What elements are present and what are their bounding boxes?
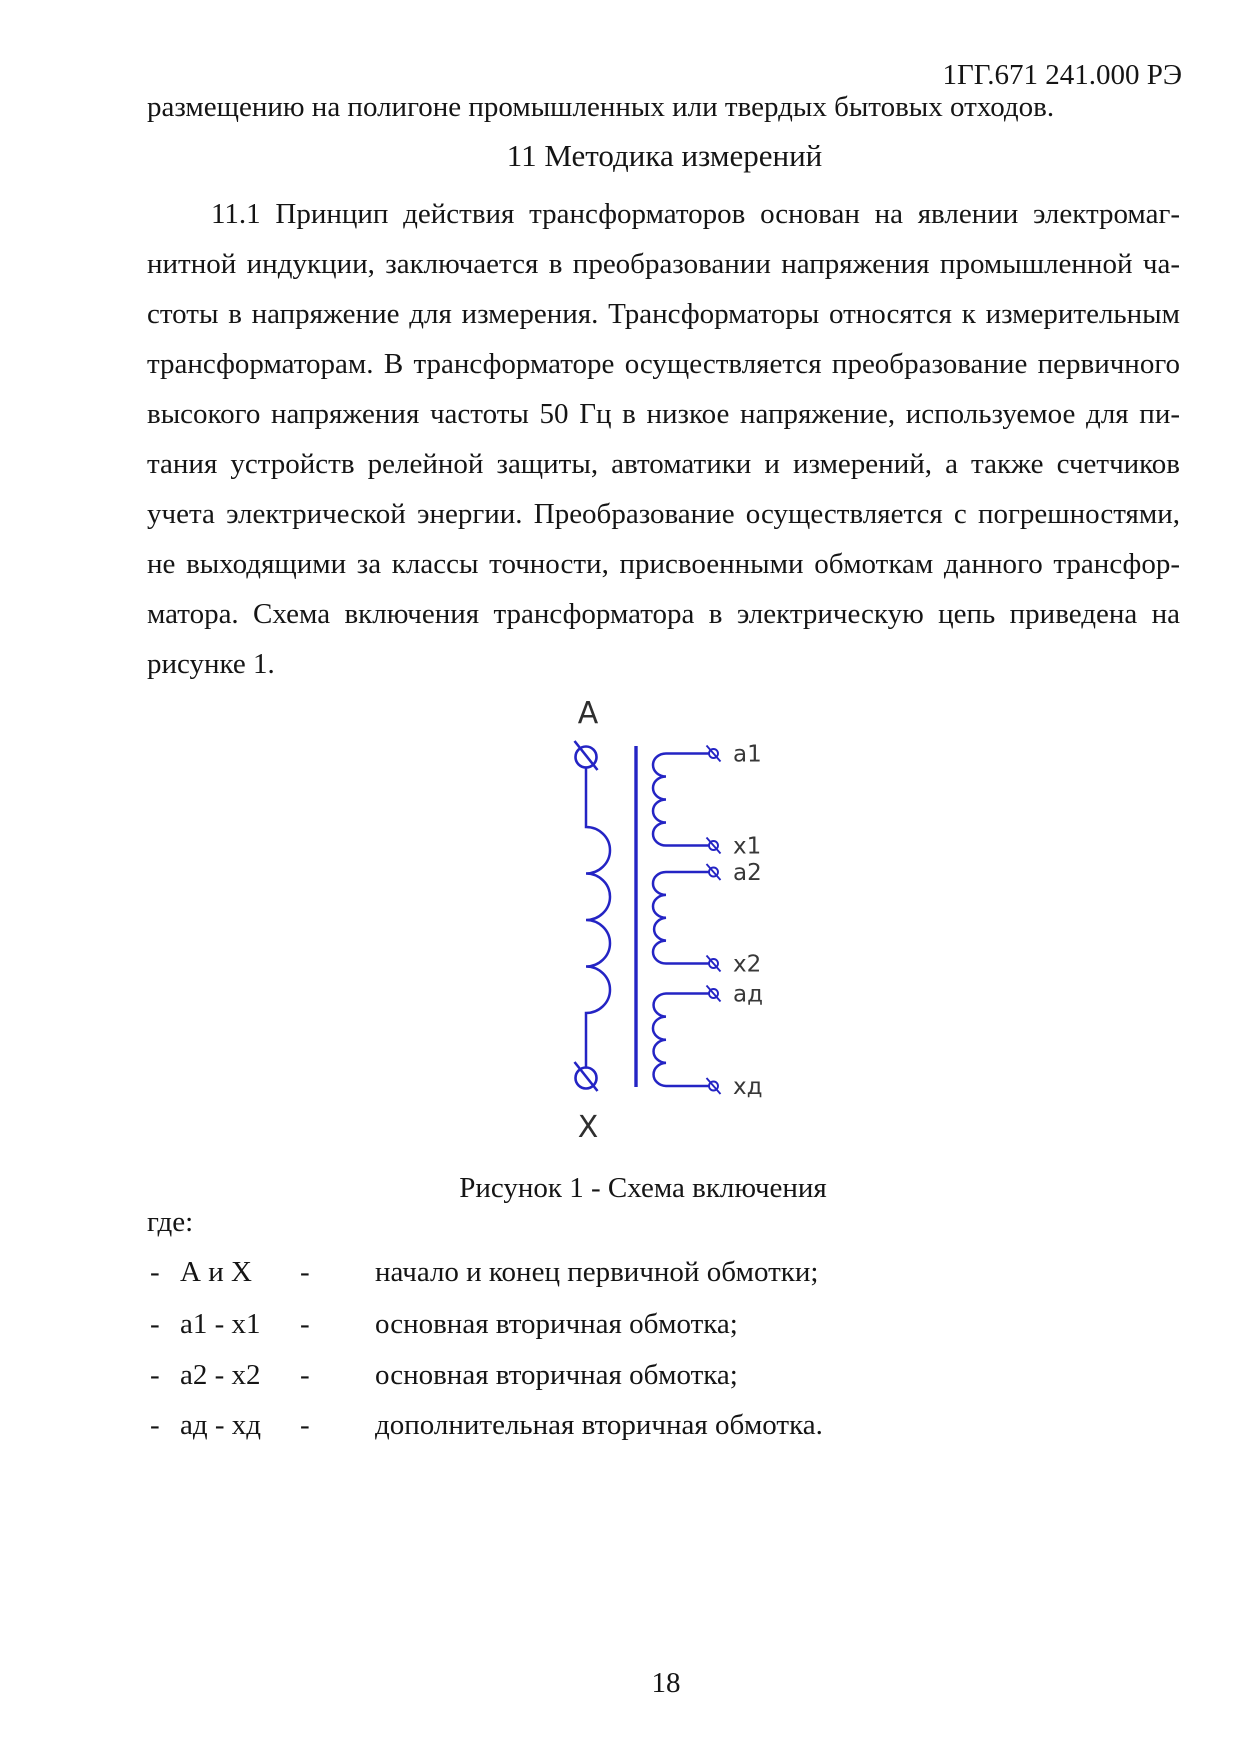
terminal-ad-label: ад [733,981,763,1008]
paragraph-line: трансформаторам. В трансформаторе осуществляется преобразование первичного [147,348,1180,380]
legend-description: основная вторичная обмотка; [375,1308,738,1340]
legend-description: начало и конец первичной обмотки; [375,1256,819,1288]
primary-terminal-a-label: A [577,696,599,731]
paragraph-line: не выходящими за классы точности, присвоенными обмоткам данного трансфор- [147,548,1180,580]
terminal-x1-label: x1 [733,833,762,860]
legend-separator: - [300,1308,310,1340]
terminal-xd-label: хд [733,1074,763,1100]
terminal-icon-a2 [707,864,721,880]
legend-dash: - [150,1409,160,1441]
terminal-icon-A [575,741,598,770]
terminal-a1-label: a1 [733,741,762,768]
terminal-icon-ad [707,986,721,1002]
legend-term: А и Х [180,1256,252,1288]
terminal-a2-label: a2 [733,860,762,886]
paragraph-line: 11.1 Принцип действия трансформаторов основан на явлении электромаг- [211,198,1180,230]
legend-term: a2 - x2 [180,1359,261,1391]
legend-row [147,1361,1180,1401]
paragraph-line: высокого напряжения частоты 50 Гц в низкое напряжение, используемое для пи- [147,398,1180,430]
paragraph-line: нитной индукции, заключается в преобразовании напряжения промышленной ча- [147,248,1180,280]
legend-description: дополнительная вторичная обмотка. [375,1409,823,1441]
page-number: 18 [651,1667,681,1699]
legend-dash: - [150,1256,160,1288]
legend-dash: - [150,1308,160,1340]
primary-terminal-x-label: X [577,1110,599,1145]
legend-intro: где: [147,1206,194,1238]
primary-winding [586,768,610,1068]
transformer-schematic-figure [530,688,830,1153]
legend-separator: - [300,1256,310,1288]
section-title: 11 Методика измерений [506,138,823,173]
legend-dash: - [150,1359,160,1391]
legend-row [147,1258,1180,1298]
legend-row [147,1411,1180,1451]
legend-description: основная вторичная обмотка; [375,1359,738,1391]
secondary-winding-3 [653,994,708,1087]
terminal-icon-a1 [707,746,721,762]
terminal-icon-X [575,1062,598,1091]
document-code-header: 1ГГ.671 241.000 РЭ [942,59,1182,91]
terminal-icon-x2 [707,956,721,972]
paragraph-line: стоты в напряжение для измерения. Трансформаторы относятся к измерительным [147,298,1180,330]
paragraph-line: рисунке 1. [147,648,275,680]
body-paragraph [147,189,1180,689]
legend-separator: - [300,1409,310,1441]
carried-over-paragraph-line: размещению на полигоне промышленных или твердых бытовых отходов. [147,91,1055,123]
secondary-winding-2 [653,872,708,964]
figure-caption: Рисунок 1 - Схема включения [459,1172,827,1204]
terminal-x2-label: x2 [733,951,762,978]
legend-term: a1 - x1 [180,1308,261,1340]
legend-term: ад - хд [180,1409,262,1441]
legend-separator: - [300,1359,310,1391]
terminal-icon-x1 [707,838,721,854]
terminal-icon-xd [707,1078,721,1094]
paragraph-line: тания устройств релейной защиты, автоматики и измерений, а также счетчиков [147,448,1180,480]
legend-row [147,1310,1180,1350]
secondary-winding-1 [653,754,708,846]
paragraph-line: учета электрической энергии. Преобразование осуществляется с погрешностями, [147,498,1180,530]
paragraph-line: матора. Схема включения трансформатора в электрическую цепь приведена на [147,598,1180,630]
